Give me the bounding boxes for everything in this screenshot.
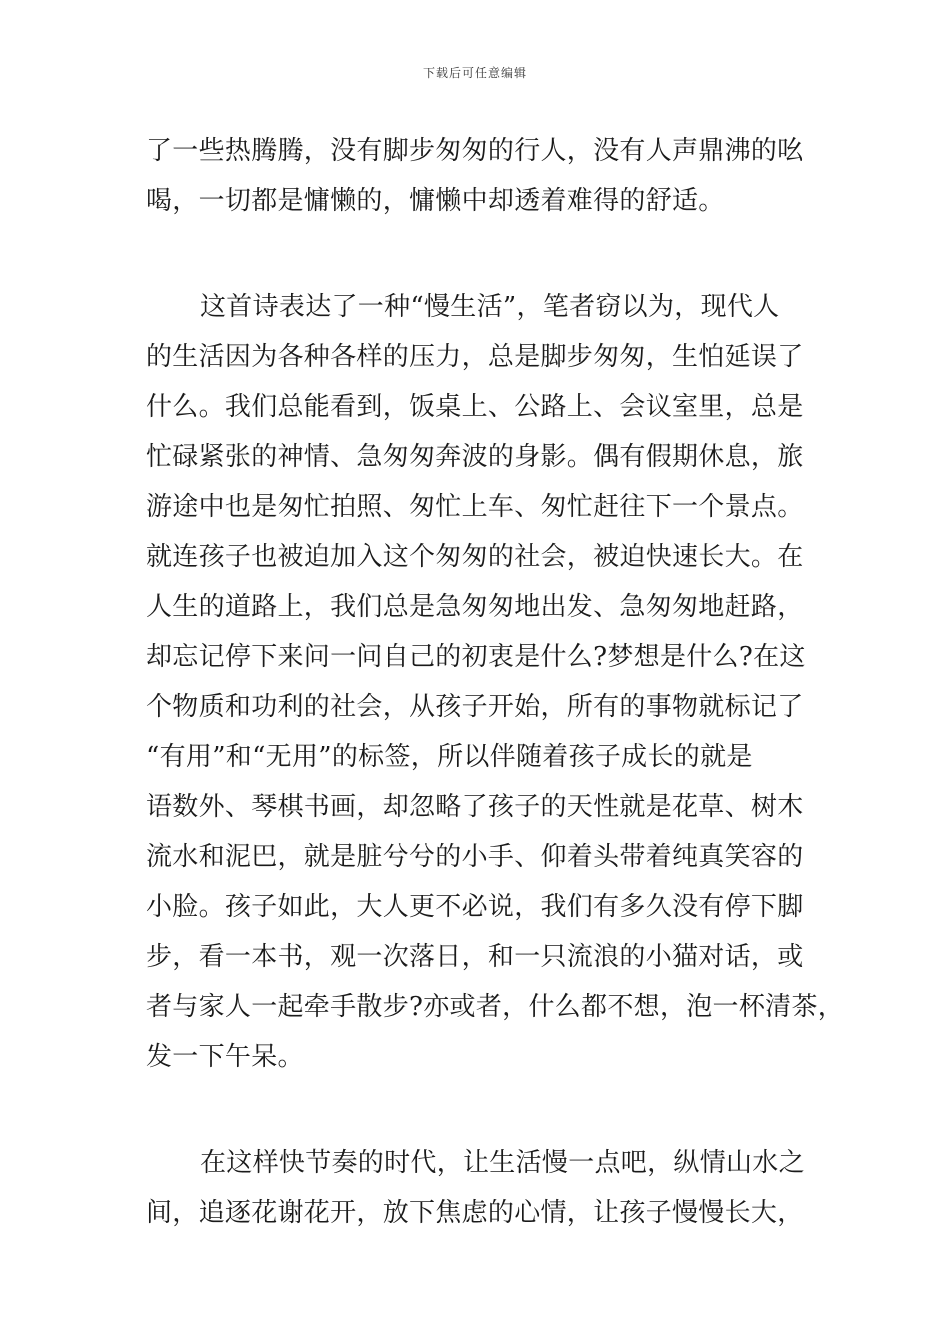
document-body xyxy=(146,126,845,1238)
text-line: 游途中也是匆忙拍照、匆忙上车、匆忙赶往下一个景点。 xyxy=(146,492,804,522)
text-line: 语数外、琴棋书画，却忽略了孩子的天性就是花草、树木 xyxy=(146,792,804,822)
paragraph-spacer xyxy=(146,1082,812,1138)
text-line: 个物质和功利的社会，从孩子开始，所有的事物就标记了 xyxy=(146,692,804,722)
text-line: 什么。我们总能看到，饭桌上、公路上、会议室里，总是 xyxy=(146,392,804,422)
text-line: 忙碌紧张的神情、急匆匆奔波的身影。偶有假期休息，旅 xyxy=(146,442,804,472)
text-line: 间，追逐花谢花开，放下焦虑的心情，让孩子慢慢长大， xyxy=(146,1198,804,1228)
text-line: 者与家人一起牵手散步?亦或者，什么都不想，泡一杯清茶， xyxy=(146,992,845,1022)
text-line: 就连孩子也被迫加入这个匆匆的社会，被迫快速长大。在 xyxy=(146,542,804,572)
text-line: 步，看一本书，观一次落日，和一只流浪的小猫对话，或 xyxy=(146,942,804,972)
text-line: 的生活因为各种各样的压力，总是脚步匆匆，生怕延误了 xyxy=(146,342,804,372)
text-line: 人生的道路上，我们总是急匆匆地出发、急匆匆地赶路， xyxy=(146,592,804,622)
paragraph-2 xyxy=(146,282,845,1082)
text-line: 这首诗表达了一种“慢生活”，笔者窃以为，现代人 xyxy=(200,292,780,322)
paragraph-spacer xyxy=(146,226,812,282)
text-line: 却忘记停下来问一问自己的初衷是什么?梦想是什么?在这 xyxy=(146,642,806,672)
text-line: 小脸。孩子如此，大人更不必说，我们有多久没有停下脚 xyxy=(146,892,804,922)
text-line: 流水和泥巴，就是脏兮兮的小手、仰着头带着纯真笑容的 xyxy=(146,842,804,872)
text-line: 喝，一切都是慵懒的，慵懒中却透着难得的舒适。 xyxy=(146,186,725,216)
text-line: 发一下午呆。 xyxy=(146,1042,304,1072)
text-line: “有用”和“无用”的标签，所以伴随着孩子成长的就是 xyxy=(146,742,753,772)
text-line: 在这样快节奏的时代，让生活慢一点吧，纵情山水之 xyxy=(200,1148,805,1178)
paragraph-1 xyxy=(146,126,812,226)
paragraph-3 xyxy=(146,1138,812,1238)
page-header: 下载后可任意编辑 xyxy=(422,66,527,80)
text-line: 了一些热腾腾，没有脚步匆匆的行人，没有人声鼎沸的吆 xyxy=(146,136,804,166)
